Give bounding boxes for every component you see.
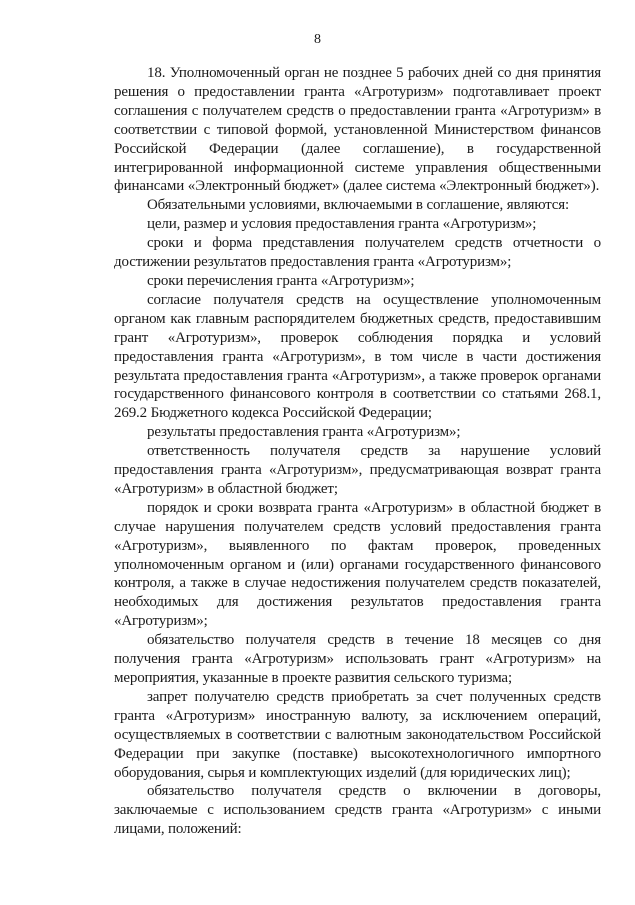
document-body [114, 64, 601, 839]
paragraph-reporting-terms: сроки и форма представления получателем средств отчетности о достижении результатов предоставления гранта «Агротуризм»; [114, 235, 601, 271]
paragraph-inspection-consent: согласие получателя средств на осуществление уполномоченным органом как главным распорядителем бюджетных средств, предоставившим грант «Агротуризм», проверок соблюдения порядка и условий предоставления гранта «Агротуризм», в том числе в части достижения результата предоставления гранта «Агротуризм», а также проверок органами государственного финансового контроля в соответствии со статьями 268.1, 269.2 Бюджетного кодекса Российской Федерации; [114, 291, 601, 422]
paragraph-contract-provisions: обязательство получателя средств о включении в договоры, заключаемые с использованием средств гранта «Агротуризм» с иными лицами, положений: [114, 783, 601, 838]
page-number: 8 [314, 32, 321, 47]
paragraph-return-procedure: порядок и сроки возврата гранта «Агротуризм» в областной бюджет в случае нарушения получателем средств условий предоставления гранта «Агротуризм», выявленного по фактам проверок, проведенных уполномоченным органом и (или) органами государственного финансового контроля, а также в случае недостижения получателем средств показателей, необходимых для достижения результатов предоставления гранта «Агротуризм»; [114, 499, 601, 630]
paragraph-transfer-terms: сроки перечисления гранта «Агротуризм»; [147, 272, 415, 289]
paragraph-grant-results: результаты предоставления гранта «Агротуризм»; [147, 424, 461, 441]
paragraph-recipient-liability: ответственность получателя средств за нарушение условий предоставления гранта «Агротуризм», предусматривающая возврат гранта «Агротуризм» в областной бюджет; [114, 443, 601, 497]
paragraph-agreement-preparation: 18. Уполномоченный орган не позднее 5 рабочих дней со дня принятия решения о предоставлении гранта «Агротуризм» подготавливает проект соглашения с получателем средств о предоставлении гранта «Агротуризм» в соответствии с типовой формой, установленной Министерством финансов Российской Федерации (далее соглашение), в государственной интегрированной информационной системе управления общественными финансами «Электронный бюджет» (далее система «Электронный бюджет»). [114, 65, 601, 195]
paragraph-mandatory-conditions-intro: Обязательными условиями, включаемыми в соглашение, являются: [147, 197, 570, 214]
paragraph-currency-prohibition: запрет получателю средств приобретать за счет полученных средств гранта «Агротуризм» иностранную валюту, за исключением операций, осуществляемых в соответствии с валютным законодательством Российской Федерации при закупке (поставке) высокотехнологичного импортного оборудования, сырья и комплектующих изделий (для юридических лиц); [114, 688, 601, 781]
paragraph-goals-size-conditions: цели, размер и условия предоставления гранта «Агротуризм»; [147, 216, 537, 233]
paragraph-usage-obligation: обязательство получателя средств в течение 18 месяцев со дня получения гранта «Агротуризм» использовать грант «Агротуризм» на мероприятия, указанные в проекте развития сельского туризма; [114, 632, 601, 686]
